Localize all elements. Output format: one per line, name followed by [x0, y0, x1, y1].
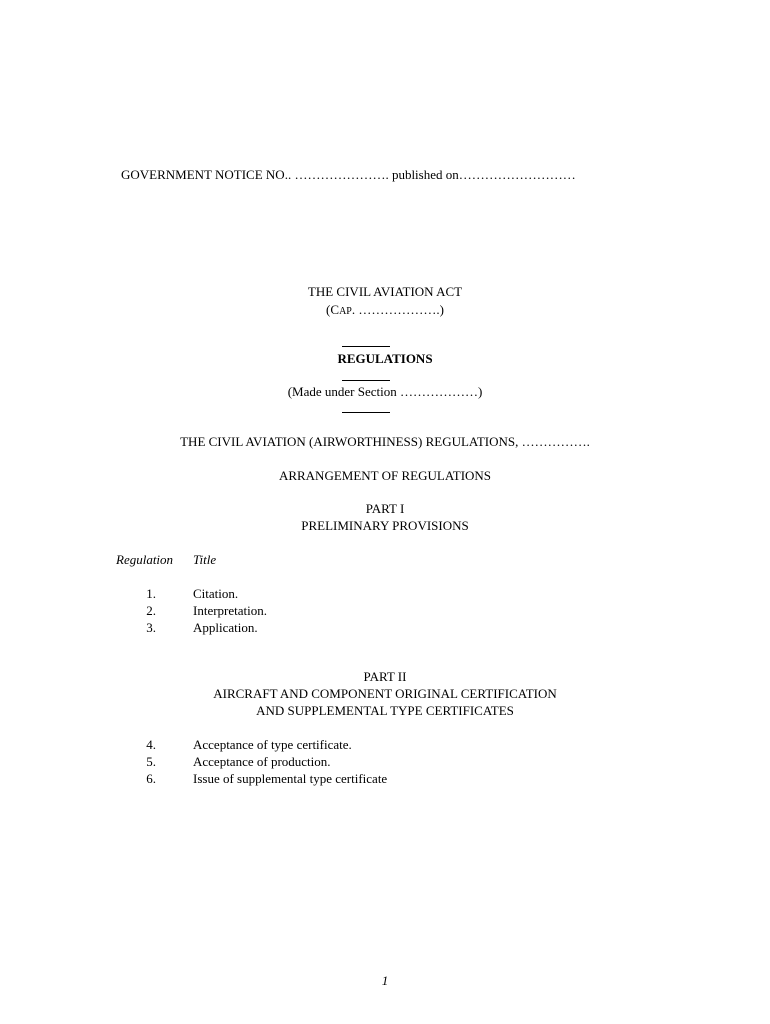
list-item-number: 5. — [146, 754, 156, 769]
government-notice-line: GOVERNMENT NOTICE NO.. …………………. published on……………………… — [121, 167, 576, 182]
part-2-title-line-2: AND SUPPLEMENTAL TYPE CERTIFICATES — [256, 703, 514, 718]
regulations-heading: REGULATIONS — [337, 351, 433, 366]
part-1-number: PART I — [365, 501, 405, 516]
cap-open: ( — [326, 302, 331, 317]
list-item-number: 3. — [146, 620, 156, 635]
cap-rest: . ……………….) — [351, 302, 444, 317]
part-1-title: PRELIMINARY PROVISIONS — [301, 518, 469, 533]
list-item-title: Application. — [193, 620, 258, 635]
made-under-section: (Made under Section ………………) — [287, 384, 483, 399]
page-number: 1 — [381, 973, 389, 988]
part-2-title-line-1: AIRCRAFT AND COMPONENT ORIGINAL CERTIFICATION — [213, 686, 557, 701]
list-item-title: Interpretation. — [193, 603, 267, 618]
list-item-title: Acceptance of production. — [193, 754, 331, 769]
list-item-title: Citation. — [193, 586, 239, 601]
rule-below-made-under — [342, 412, 390, 413]
rule-below-regulations — [342, 380, 390, 381]
list-item-title: Issue of supplemental type certificate — [193, 771, 388, 786]
list-item-number: 1. — [146, 586, 156, 601]
list-item-title: Acceptance of type certificate. — [193, 737, 352, 752]
arrangement-heading: ARRANGEMENT OF REGULATIONS — [278, 468, 492, 483]
part-2-number: PART II — [363, 669, 407, 684]
act-title: THE CIVIL AVIATION ACT — [307, 284, 463, 299]
column-header-regulation: Regulation — [116, 552, 174, 567]
cap-prefix-small: AP — [339, 306, 352, 317]
act-cap — [0, 302, 770, 318]
list-item-number: 6. — [146, 771, 156, 786]
list-item-number: 4. — [146, 737, 156, 752]
rule-above-regulations — [342, 346, 390, 347]
regulations-title: THE CIVIL AVIATION (AIRWORTHINESS) REGULATIONS, ……………. — [180, 434, 590, 449]
cap-prefix: C — [330, 302, 340, 317]
column-header-title: Title — [193, 552, 217, 567]
list-item-number: 2. — [146, 603, 156, 618]
